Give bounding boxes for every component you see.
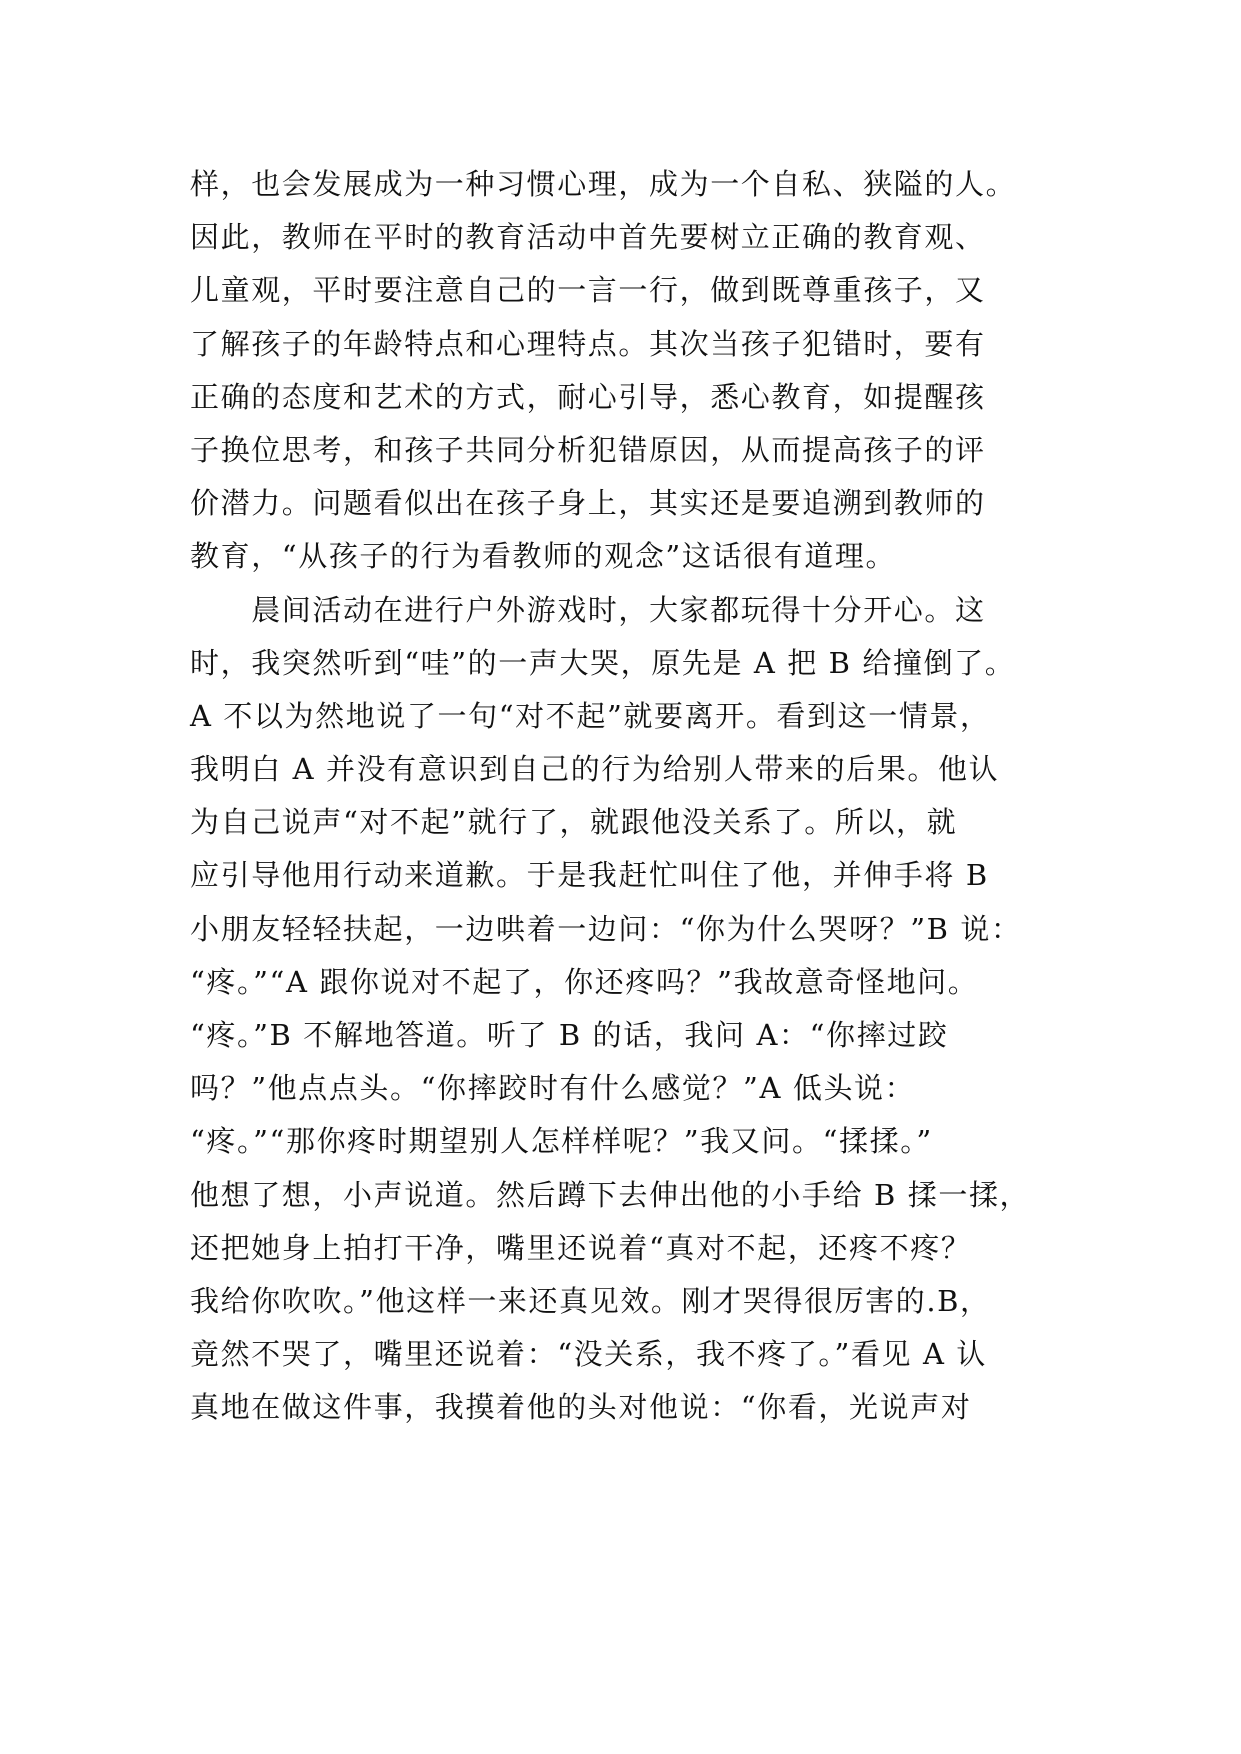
text-line: 正确的态度和艺术的方式，耐心引导，悉心教育，如提醒孩 [190,379,986,414]
text-line: “疼。”B 不解地答道。听了 B 的话，我问 A：“你摔过跤 [190,1018,949,1052]
text-line: 晨间活动在进行户外游戏时，大家都玩得十分开心。这 [190,592,986,627]
text-line: 教育，“从孩子的行为看教师的观念”这话很有道理。 [190,539,897,574]
text-line: “疼。”“那你疼时期望别人怎样样呢？”我又问。“揉揉。” [190,1124,933,1159]
text-line: 应引导他用行动来道歉。于是我赶忙叫住了他，并伸手将 B [190,858,989,893]
text-line: 为自己说声“对不起”就行了，就跟他没关系了。所以，就 [190,805,958,840]
body-text [190,158,1090,1435]
text-line: 因此，教师在平时的教育活动中首先要树立正确的教育观、 [190,220,986,255]
text-line: 竟然不哭了，嘴里还说着：“没关系，我不疼了。”看见 A 认 [190,1337,987,1372]
text-line: 子换位思考，和孩子共同分析犯错原因，从而提高孩子的评 [190,432,986,467]
text-line: 时，我突然听到“哇”的一声大哭，原先是 A 把 B 给撞倒了。 [190,645,1016,680]
text-line: 真地在做这件事，我摸着他的头对他说：“你看，光说声对 [190,1390,972,1425]
text-line: 样，也会发展成为一种习惯心理，成为一个自私、狭隘的人。 [190,167,1017,201]
text-line: 我给你吹吹。”他这样一来还真见效。刚才哭得很厉害的.B， [190,1283,991,1318]
text-line: 价潜力。问题看似出在孩子身上，其实还是要追溯到教师的 [190,486,986,521]
text-line: 吗？”他点点头。“你摔跤时有什么感觉？”A 低头说： [190,1071,916,1106]
text-line: 儿童观，平时要注意自己的一言一行，做到既尊重孩子，又 [190,273,986,308]
text-line: 他想了想，小声说道。然后蹲下去伸出他的小手给 B 揉一揉， [190,1177,1031,1212]
text-line: 还把她身上拍打干净，嘴里还说着“真对不起，还疼不疼？ [190,1230,972,1265]
text-line: “疼。”“A 跟你说对不起了，你还疼吗？”我故意奇怪地问。 [190,964,979,999]
text-line: 了解孩子的年龄特点和心理特点。其次当孩子犯错时，要有 [190,326,986,361]
text-line: A 不以为然地说了一句“对不起”就要离开。看到这一情景， [190,698,991,733]
text-line: 我明白 A 并没有意识到自己的行为给别人带来的后果。他认 [190,752,1000,787]
text-line: 小朋友轻轻扶起，一边哄着一边问：“你为什么哭呀？”B 说： [190,911,1022,946]
